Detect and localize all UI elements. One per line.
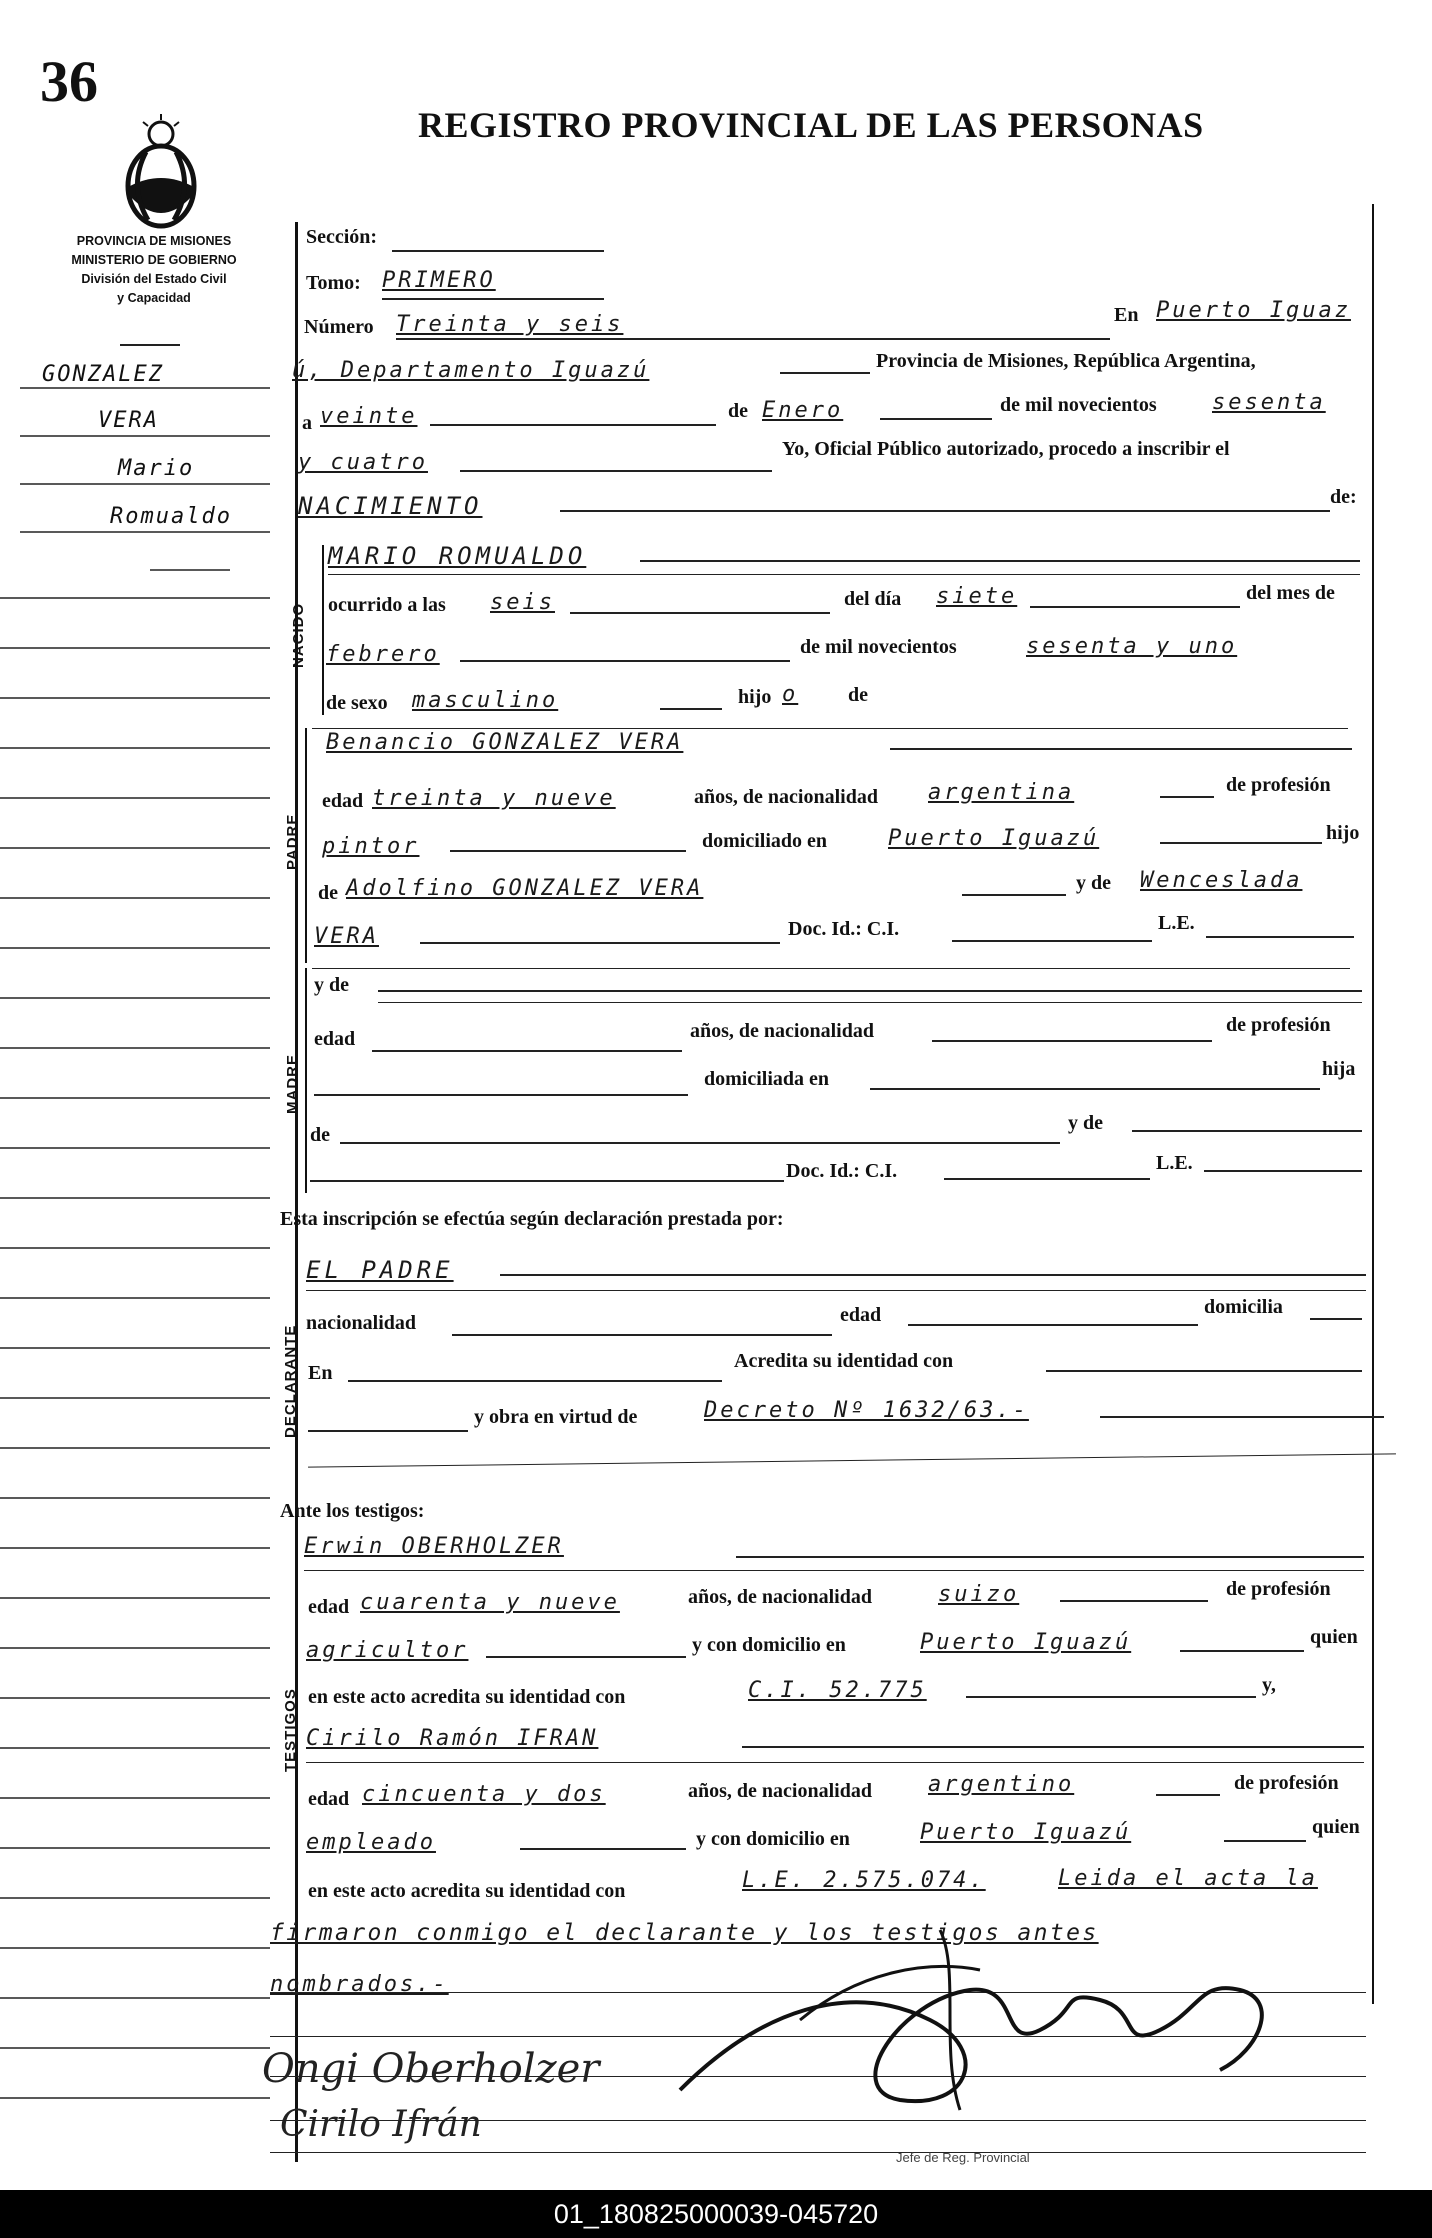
label-en: En bbox=[1114, 304, 1139, 326]
value-hora: seis bbox=[490, 590, 555, 615]
page-number: 36 bbox=[40, 49, 98, 114]
value-testigo2-nombre: Cirilo Ramón IFRAN bbox=[306, 1726, 599, 1751]
field-padre-nombre bbox=[890, 748, 1352, 750]
page-title: REGISTRO PROVINCIAL DE LAS PERSONAS bbox=[418, 105, 1204, 145]
label-profesion-testigo2: de profesión bbox=[1234, 1772, 1339, 1794]
divider bbox=[120, 344, 180, 346]
field-profesion-madre bbox=[314, 1094, 688, 1096]
value-testigo2-nacionalidad: argentino bbox=[928, 1772, 1075, 1797]
field-testigo2-nombre bbox=[742, 1746, 1364, 1748]
label-en-declarante: En bbox=[308, 1362, 333, 1384]
field-madre-ext bbox=[310, 1180, 784, 1182]
value-padre-nombre: Benancio GONZALEZ VERA bbox=[326, 730, 684, 755]
label-quien-testigo2: quien bbox=[1312, 1816, 1360, 1838]
field-le-madre bbox=[1204, 1170, 1362, 1172]
field-le-padre bbox=[1206, 936, 1354, 938]
section-madre: MADRE bbox=[284, 1054, 301, 1114]
field-virtud-2 bbox=[308, 1453, 1396, 1467]
field-nacionalidad-declarante bbox=[452, 1334, 832, 1336]
label-anos-testigo2: años, de nacionalidad bbox=[688, 1780, 872, 1802]
label-edad-testigo2: edad bbox=[308, 1788, 350, 1810]
ministry-line-2: MINISTERIO DE GOBIERNO bbox=[71, 253, 237, 267]
field-padre-padre bbox=[962, 894, 1066, 896]
label-sexo: de sexo bbox=[326, 692, 388, 714]
field-nacionalidad-madre bbox=[932, 1040, 1212, 1042]
label-de: de bbox=[728, 400, 748, 422]
label-profesion-madre: de profesión bbox=[1226, 1014, 1331, 1036]
field-mes-nacimiento bbox=[460, 660, 790, 662]
ministry-line-1: PROVINCIA DE MISIONES bbox=[76, 234, 232, 248]
label-tomo: Tomo: bbox=[306, 272, 361, 294]
madre-top-rule bbox=[312, 968, 1350, 969]
field-virtud-pre bbox=[308, 1430, 468, 1432]
label-profesion-padre: de profesión bbox=[1226, 774, 1331, 796]
field-virtud bbox=[1100, 1416, 1384, 1418]
padre-top-rule bbox=[312, 728, 1348, 729]
field-tomo bbox=[382, 298, 604, 300]
value-padre-madre-1: Wenceslada bbox=[1140, 868, 1303, 893]
value-numero: Treinta y seis bbox=[396, 312, 624, 337]
field-doc-madre bbox=[944, 1178, 1150, 1180]
value-testigo2-domicilio: Puerto Iguazú bbox=[920, 1820, 1132, 1845]
value-dia: veinte bbox=[320, 404, 418, 429]
value-padre-edad: treinta y nueve bbox=[372, 786, 616, 811]
label-ocurrido: ocurrido a las bbox=[328, 594, 446, 616]
label-de-colon: de: bbox=[1330, 486, 1357, 508]
label-numero: Número bbox=[304, 316, 374, 338]
label-a: a bbox=[302, 412, 312, 434]
field-acto bbox=[560, 510, 1330, 512]
value-testigo1-domicilio: Puerto Iguazú bbox=[920, 1630, 1132, 1655]
field-en-declarante bbox=[348, 1380, 722, 1382]
value-tomo: PRIMERO bbox=[382, 268, 496, 293]
section-testigos: TESTIGOS bbox=[282, 1688, 299, 1772]
field-padre-domicilio bbox=[1160, 842, 1322, 844]
label-hijo-padre: hijo bbox=[1326, 822, 1360, 844]
label-profesion-testigo1: de profesión bbox=[1226, 1578, 1331, 1600]
value-nombre-nacido: MARIO ROMUALDO bbox=[328, 542, 587, 570]
ministry-line-4: y Capacidad bbox=[117, 291, 191, 305]
label-doc-padre: Doc. Id.: C.I. bbox=[788, 918, 900, 940]
label-de-madre-padre: de bbox=[310, 1124, 330, 1146]
label-del-dia: del día bbox=[844, 588, 902, 610]
value-cierre-2: firmaron conmigo el declarante y los testigos antes bbox=[270, 1920, 1099, 1946]
field-madre-padre bbox=[340, 1142, 1060, 1144]
value-anio-2: y cuatro bbox=[298, 450, 428, 475]
signature-2: Cirilo Ifrán bbox=[280, 2104, 482, 2145]
value-testigo1-nombre: Erwin OBERHOLZER bbox=[304, 1534, 564, 1559]
field-madre-nombre bbox=[378, 990, 1362, 992]
value-testigo2-profesion: empleado bbox=[306, 1830, 436, 1855]
label-acredita: Acredita su identidad con bbox=[734, 1350, 954, 1372]
value-testigo1-profesion: agricultor bbox=[306, 1638, 469, 1663]
label-edad-declarante: edad bbox=[840, 1304, 882, 1326]
field-nombre-nacido bbox=[640, 560, 1360, 562]
field-testigo1-domicilio bbox=[1180, 1650, 1304, 1652]
frame-right-rule bbox=[1372, 204, 1374, 2004]
value-testigo2-edad: cincuenta y dos bbox=[362, 1782, 606, 1807]
value-virtud: Decreto Nº 1632/63.- bbox=[704, 1398, 1029, 1423]
label-de-hijo: de bbox=[848, 684, 868, 706]
label-anos-madre: años, de nacionalidad bbox=[690, 1020, 874, 1042]
margin-rules bbox=[0, 380, 280, 2180]
value-mes: Enero bbox=[762, 398, 844, 423]
closing-rule-5 bbox=[270, 2152, 1366, 2153]
label-nacionalidad-declarante: nacionalidad bbox=[306, 1312, 417, 1334]
label-de-abuelo: de bbox=[318, 882, 338, 904]
margin-surname: GONZALEZ bbox=[42, 362, 164, 387]
value-anio-nacimiento: sesenta y uno bbox=[1026, 634, 1238, 659]
signature-1: Ongi Oberholzer bbox=[262, 2046, 600, 2092]
field-testigo1-documento bbox=[966, 1696, 1256, 1698]
value-lugar-1: Puerto Iguaz bbox=[1156, 298, 1351, 323]
value-padre-domicilio: Puerto Iguazú bbox=[888, 826, 1100, 851]
field-madre-madre bbox=[1132, 1130, 1362, 1132]
field-declarante bbox=[500, 1274, 1366, 1276]
field-declarante-2 bbox=[306, 1290, 1366, 1291]
label-mil-novecientos-2: de mil novecientos bbox=[800, 636, 957, 658]
field-edad-declarante bbox=[908, 1324, 1198, 1326]
margin-first-name: Mario bbox=[118, 456, 195, 481]
field-seccion bbox=[392, 250, 604, 252]
label-edad-padre: edad bbox=[322, 790, 364, 812]
section-nacido: NACIDO bbox=[290, 602, 307, 668]
field-padre-profesion bbox=[450, 850, 686, 852]
label-y-de-abuela: y de bbox=[1076, 872, 1111, 894]
field-domicilio-madre bbox=[870, 1088, 1320, 1090]
label-anos-testigo1: años, de nacionalidad bbox=[688, 1586, 872, 1608]
label-anos-padre: años, de nacionalidad bbox=[694, 786, 878, 808]
margin-second-name: Romualdo bbox=[110, 504, 232, 529]
label-mil-novecientos: de mil novecientos bbox=[1000, 394, 1157, 416]
field-numero bbox=[396, 338, 1110, 340]
field-madre-nombre-2 bbox=[378, 1002, 1362, 1003]
label-edad-madre: edad bbox=[314, 1028, 356, 1050]
field-testigo1-nacionalidad bbox=[1060, 1600, 1208, 1602]
ministry-line-3: División del Estado Civil bbox=[81, 272, 227, 286]
field-testigo1-nombre bbox=[736, 1556, 1364, 1558]
value-dia-nacimiento: siete bbox=[936, 584, 1018, 609]
label-hijo: hijo bbox=[738, 686, 772, 708]
field-hora bbox=[570, 612, 830, 614]
file-id-footer: 01_180825000039-045720 bbox=[0, 2190, 1432, 2238]
value-sexo: masculino bbox=[412, 688, 559, 713]
section-padre: PADRE bbox=[284, 813, 301, 870]
field-padre-madre-2 bbox=[420, 942, 780, 944]
label-testigos: Ante los testigos: bbox=[280, 1500, 425, 1522]
label-domiciliado: domiciliado en bbox=[702, 830, 828, 852]
padre-rule bbox=[305, 728, 307, 963]
label-acredita-testigo2: en este acto acredita su identidad con bbox=[308, 1880, 626, 1902]
value-cierre-1: Leida el acta la bbox=[1058, 1866, 1318, 1891]
field-sexo bbox=[660, 708, 722, 710]
value-hijo-ord: o bbox=[782, 682, 799, 707]
label-provincia: Provincia de Misiones, República Argentina, bbox=[876, 350, 1256, 372]
value-cierre-3: nombrados.- bbox=[270, 1972, 449, 1997]
label-le-padre: L.E. bbox=[1158, 912, 1195, 934]
field-dia-nacimiento bbox=[1030, 606, 1240, 608]
label-y-de-madre: y de bbox=[314, 974, 349, 996]
field-testigo2-nombre-2 bbox=[306, 1762, 1364, 1763]
label-seccion: Sección: bbox=[306, 226, 378, 248]
value-lugar-2: ú, Departamento Iguazú bbox=[292, 358, 650, 383]
value-padre-madre-2: VERA bbox=[314, 924, 379, 949]
label-y-de-madre-madre: y de bbox=[1068, 1112, 1103, 1134]
nacido-rule bbox=[322, 545, 324, 715]
label-domiciliada: domiciliada en bbox=[704, 1068, 830, 1090]
value-declarante: EL PADRE bbox=[306, 1256, 454, 1284]
value-testigo1-edad: cuarenta y nueve bbox=[360, 1590, 620, 1615]
label-del-mes: del mes de bbox=[1246, 582, 1335, 604]
field-doc-padre bbox=[952, 940, 1152, 942]
coat-of-arms-icon bbox=[118, 112, 204, 232]
margin-surname-2: VERA bbox=[98, 408, 159, 433]
field-nombre-nacido-2 bbox=[328, 574, 1360, 575]
label-acredita-testigo1: en este acto acredita su identidad con bbox=[308, 1686, 626, 1708]
label-domicilio-testigo2: y con domicilio en bbox=[696, 1828, 850, 1850]
field-padre-nacionalidad bbox=[1160, 796, 1214, 798]
label-edad-testigo1: edad bbox=[308, 1596, 350, 1618]
value-acto: NACIMIENTO bbox=[298, 492, 483, 520]
official-stamp: Jefe de Reg. Provincial bbox=[896, 2150, 1030, 2165]
field-testigo2-nacionalidad bbox=[1156, 1794, 1220, 1796]
label-hija: hija bbox=[1322, 1058, 1356, 1080]
label-domicilia: domicilia bbox=[1204, 1296, 1283, 1318]
field-testigo2-domicilio bbox=[1224, 1840, 1306, 1842]
label-virtud: y obra en virtud de bbox=[474, 1406, 638, 1428]
label-doc-madre: Doc. Id.: C.I. bbox=[786, 1160, 898, 1182]
value-anio-1: sesenta bbox=[1212, 390, 1326, 415]
field-domicilia bbox=[1310, 1318, 1362, 1320]
field-dia bbox=[430, 424, 716, 426]
madre-rule bbox=[305, 968, 307, 1193]
ministry-header bbox=[18, 232, 290, 308]
label-y-coma: y, bbox=[1262, 1674, 1276, 1696]
value-mes-nacimiento: febrero bbox=[326, 642, 440, 667]
field-lugar-2 bbox=[780, 372, 870, 374]
value-padre-padre: Adolfino GONZALEZ VERA bbox=[346, 876, 704, 901]
field-mes bbox=[880, 418, 992, 420]
field-testigo2-profesion bbox=[520, 1848, 686, 1850]
field-testigo1-profesion bbox=[486, 1656, 686, 1658]
label-quien-testigo1: quien bbox=[1310, 1626, 1358, 1648]
label-yo-oficial: Yo, Oficial Público autorizado, procedo a inscribir el bbox=[782, 438, 1230, 460]
field-edad-madre bbox=[372, 1050, 682, 1052]
value-testigo1-nacionalidad: suizo bbox=[938, 1582, 1020, 1607]
field-acredita bbox=[1046, 1370, 1362, 1372]
field-anio-2 bbox=[460, 470, 772, 472]
official-signature-icon bbox=[640, 1910, 1340, 2150]
value-padre-nacionalidad: argentina bbox=[928, 780, 1075, 805]
label-le-madre: L.E. bbox=[1156, 1152, 1193, 1174]
field-testigo1-nombre-2 bbox=[304, 1570, 1364, 1571]
value-padre-profesion: pintor bbox=[322, 834, 420, 859]
section-declarante: DECLARANTE bbox=[282, 1324, 299, 1438]
value-testigo1-documento: C.I. 52.775 bbox=[748, 1678, 927, 1703]
label-domicilio-testigo1: y con domicilio en bbox=[692, 1634, 846, 1656]
value-testigo2-documento: L.E. 2.575.074. bbox=[742, 1868, 986, 1893]
label-declaracion: Esta inscripción se efectúa según declaración prestada por: bbox=[280, 1208, 784, 1230]
